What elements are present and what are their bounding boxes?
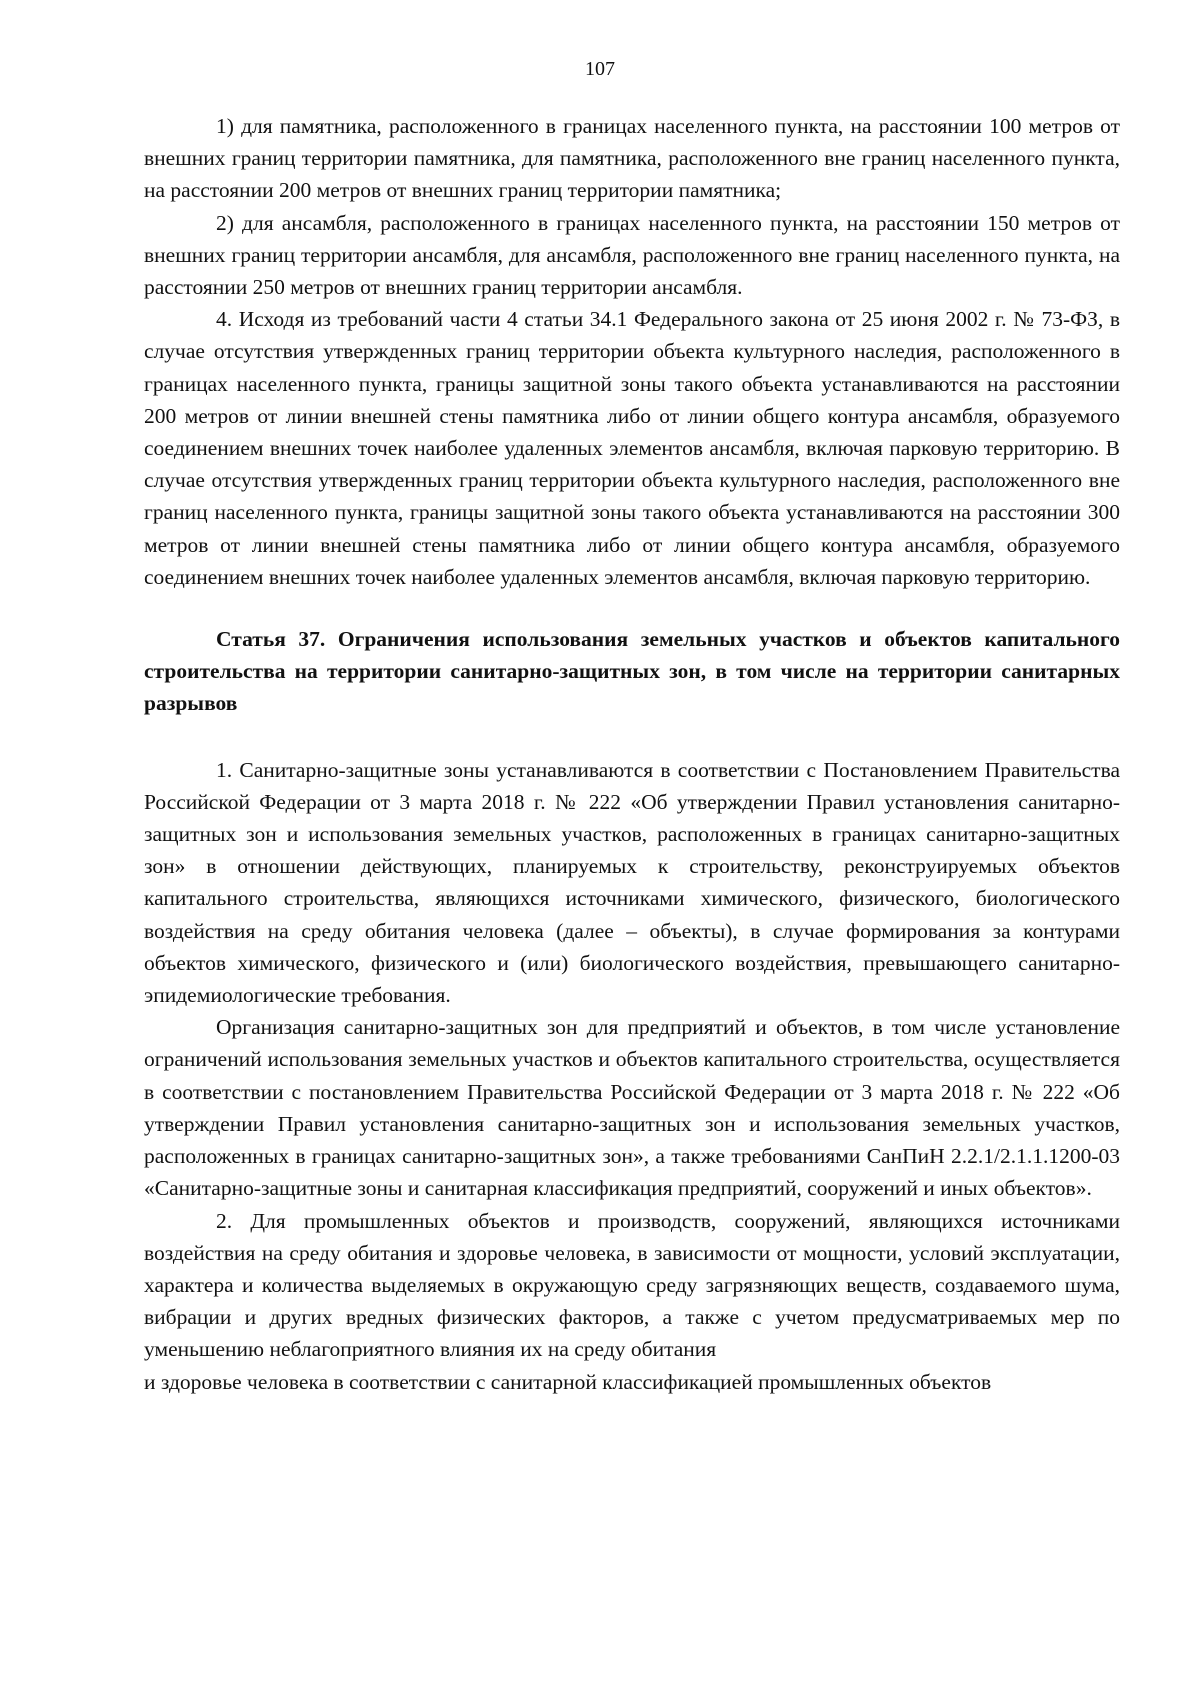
document-body	[144, 110, 1120, 1398]
paragraph: 2. Для промышленных объектов и производств, сооружений, являющихся источниками воздействия на среду обитания и здоровье человека, в зависимости от мощности, условий эксплуатации, характера и количества выделяемых в окружающую среду загрязняющих веществ, создаваемого шума, вибрации и других вредных физических факторов, а также с учетом предусматриваемых мер по уменьшению неблагоприятного влияния их на среду обитания	[144, 1208, 1120, 1362]
paragraph: 1. Санитарно-защитные зоны устанавливаются в соответствии с Постановлением Правительства Российской Федерации от 3 марта 2018 г. № 222 «Об утверждении Правил установления санитарно-защитных зон и использования земельных участков, расположенных в границах санитарно-защитных зон» в отношении действующих, планируемых к строительству, реконструируемых объектов капитального строительства, являющихся источниками химического, физического, биологического воздействия на среду обитания человека (далее – объекты), в случае формирования за контурами объектов химического, физического и (или) биологического воздействия, превышающего санитарно-эпидемиологические требования.	[144, 757, 1120, 1008]
paragraph-continuation: и здоровье человека в соответствии с санитарной классификацией промышленных объектов	[144, 1369, 992, 1394]
paragraph: 1) для памятника, расположенного в границах населенного пункта, на расстоянии 100 метров от внешних границ территории памятника, для памятника, расположенного вне границ населенного пункта, на расстоянии 200 метров от внешних границ территории памятника;	[144, 114, 1120, 203]
paragraph: 4. Исходя из требований части 4 статьи 34.1 Федерального закона от 25 июня 2002 г. № 73-ФЗ, в случае отсутствия утвержденных границ территории объекта культурного наследия, расположенного в границах населенного пункта, границы защитной зоны такого объекта устанавливаются на расстоянии 200 метров от линии внешней стены памятника либо от линии общего контура ансамбля, образуемого соединением внешних точек наиболее удаленных элементов ансамбля, включая парковую территорию. В случае отсутствия утвержденных границ территории объекта культурного наследия, расположенного вне границ населенного пункта, границы защитной зоны такого объекта устанавливаются на расстоянии 300 метров от линии внешней стены памятника либо от линии общего контура ансамбля, образуемого соединением внешних точек наиболее удаленных элементов ансамбля, включая парковую территорию.	[144, 307, 1120, 589]
paragraph: 2) для ансамбля, расположенного в границах населенного пункта, на расстоянии 150 метров от внешних границ территории ансамбля, для ансамбля, расположенного вне границ населенного пункта, на расстоянии 250 метров от внешних границ территории ансамбля.	[144, 210, 1120, 300]
page-number: 107	[585, 58, 615, 80]
paragraph: Организация санитарно-защитных зон для предприятий и объектов, в том числе установление ограничений использования земельных участков и объектов капитального строительства, осуществляется в соответствии с постановлением Правительства Российской Федерации от 3 марта 2018 г. № 222 «Об утверждении Правил установления санитарно-защитных зон и использования земельных участков, расположенных в границах санитарно-защитных зон», а также требованиями СанПиН 2.2.1/2.1.1.1200-03 «Санитарно-защитные зоны и санитарная классификация предприятий, сооружений и иных объектов».	[144, 1015, 1120, 1201]
article-heading: Статья 37. Ограничения использования земельных участков и объектов капитального строительства на территории санитарно-защитных зон, в том числе на территории санитарных разрывов	[144, 627, 1120, 716]
